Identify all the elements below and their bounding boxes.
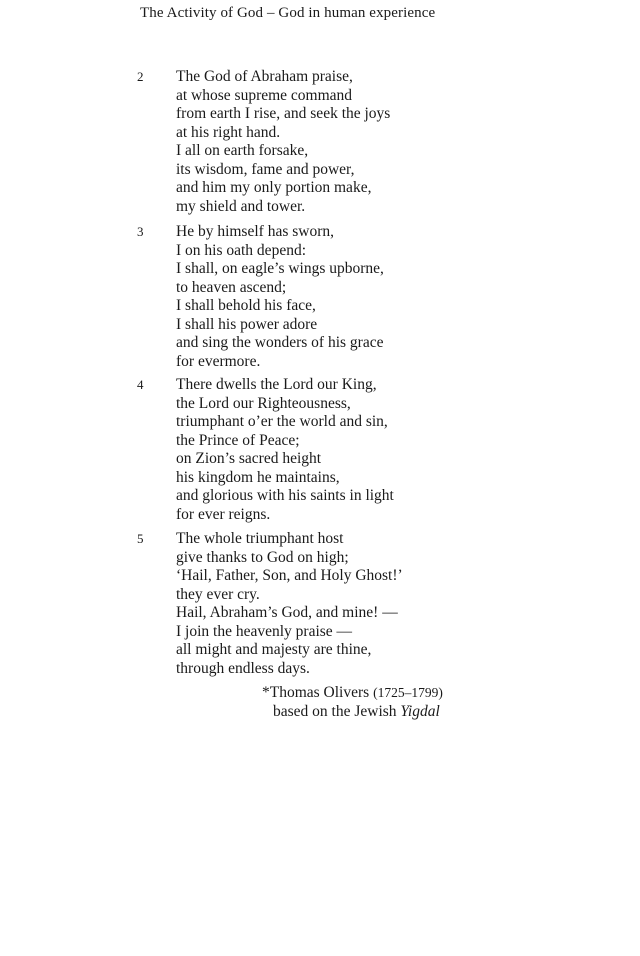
verse-line: give thanks to God on high; — [176, 548, 349, 566]
verse-line: The whole triumphant host — [176, 530, 344, 547]
verse-line: I shall his power adore — [176, 315, 318, 333]
verse-line: triumphant o’er the world and sin, — [176, 413, 388, 430]
verse-line: to heaven ascend; — [176, 278, 287, 296]
source-title: Yigdal — [400, 702, 440, 720]
verse-line: and glorious with his saints in light — [176, 487, 394, 504]
verse-line: and sing the wonders of his grace — [176, 334, 384, 351]
author-name: *Thomas Olivers — [262, 684, 370, 701]
author-line — [262, 684, 443, 703]
verse-line: for ever reigns. — [176, 505, 271, 523]
verse-number: 2 — [137, 69, 144, 84]
verse-lines — [176, 68, 390, 216]
verse-line: my shield and tower. — [176, 197, 306, 215]
verse-line: I on his oath depend: — [176, 241, 307, 259]
verse-line: the Prince of Peace; — [176, 431, 300, 449]
verse-line: I all on earth forsake, — [176, 142, 309, 159]
verse-line: and him my only portion make, — [176, 179, 372, 196]
verse-line: all might and majesty are thine, — [176, 641, 372, 658]
verse-line: at whose supreme command — [176, 86, 353, 104]
verse-lines — [176, 376, 394, 524]
attribution — [262, 684, 443, 721]
verse-number: 4 — [137, 377, 144, 392]
verse-line: on Zion’s sacred height — [176, 450, 322, 467]
verse-line: The God of Abraham praise, — [176, 68, 353, 85]
verse-number: 5 — [137, 531, 144, 546]
verse-line: its wisdom, fame and power, — [176, 160, 355, 178]
verse-line: from earth I rise, and seek the joys — [176, 105, 391, 122]
verse-line: Hail, Abraham’s God, and mine! — — [176, 604, 398, 621]
verse-lines — [176, 530, 403, 678]
verse-line: through endless days. — [176, 659, 310, 677]
verse-line: I shall, on eagle’s wings upborne, — [176, 260, 384, 277]
verse-line: ‘Hail, Father, Son, and Holy Ghost!’ — [176, 567, 403, 584]
verse-number: 3 — [137, 224, 144, 239]
verse-line: There dwells the Lord our King, — [176, 376, 377, 393]
based-on-text: based on the Jewish — [273, 702, 397, 720]
verse-line: He by himself has sworn, — [176, 223, 334, 240]
verse-line: they ever cry. — [176, 585, 260, 603]
verse-line: the Lord our Righteousness, — [176, 394, 351, 412]
verse-line: I join the heavenly praise — — [176, 622, 353, 640]
verse-lines — [176, 223, 384, 371]
author-years: (1725–1799) — [373, 685, 443, 700]
verse-line: I shall behold his face, — [176, 297, 316, 314]
running-head: The Activity of God – God in human experience — [140, 5, 436, 21]
verse-line: for evermore. — [176, 352, 261, 370]
source-line — [262, 703, 443, 722]
verse-line: at his right hand. — [176, 123, 281, 141]
verse-line: his kingdom he maintains, — [176, 468, 340, 486]
